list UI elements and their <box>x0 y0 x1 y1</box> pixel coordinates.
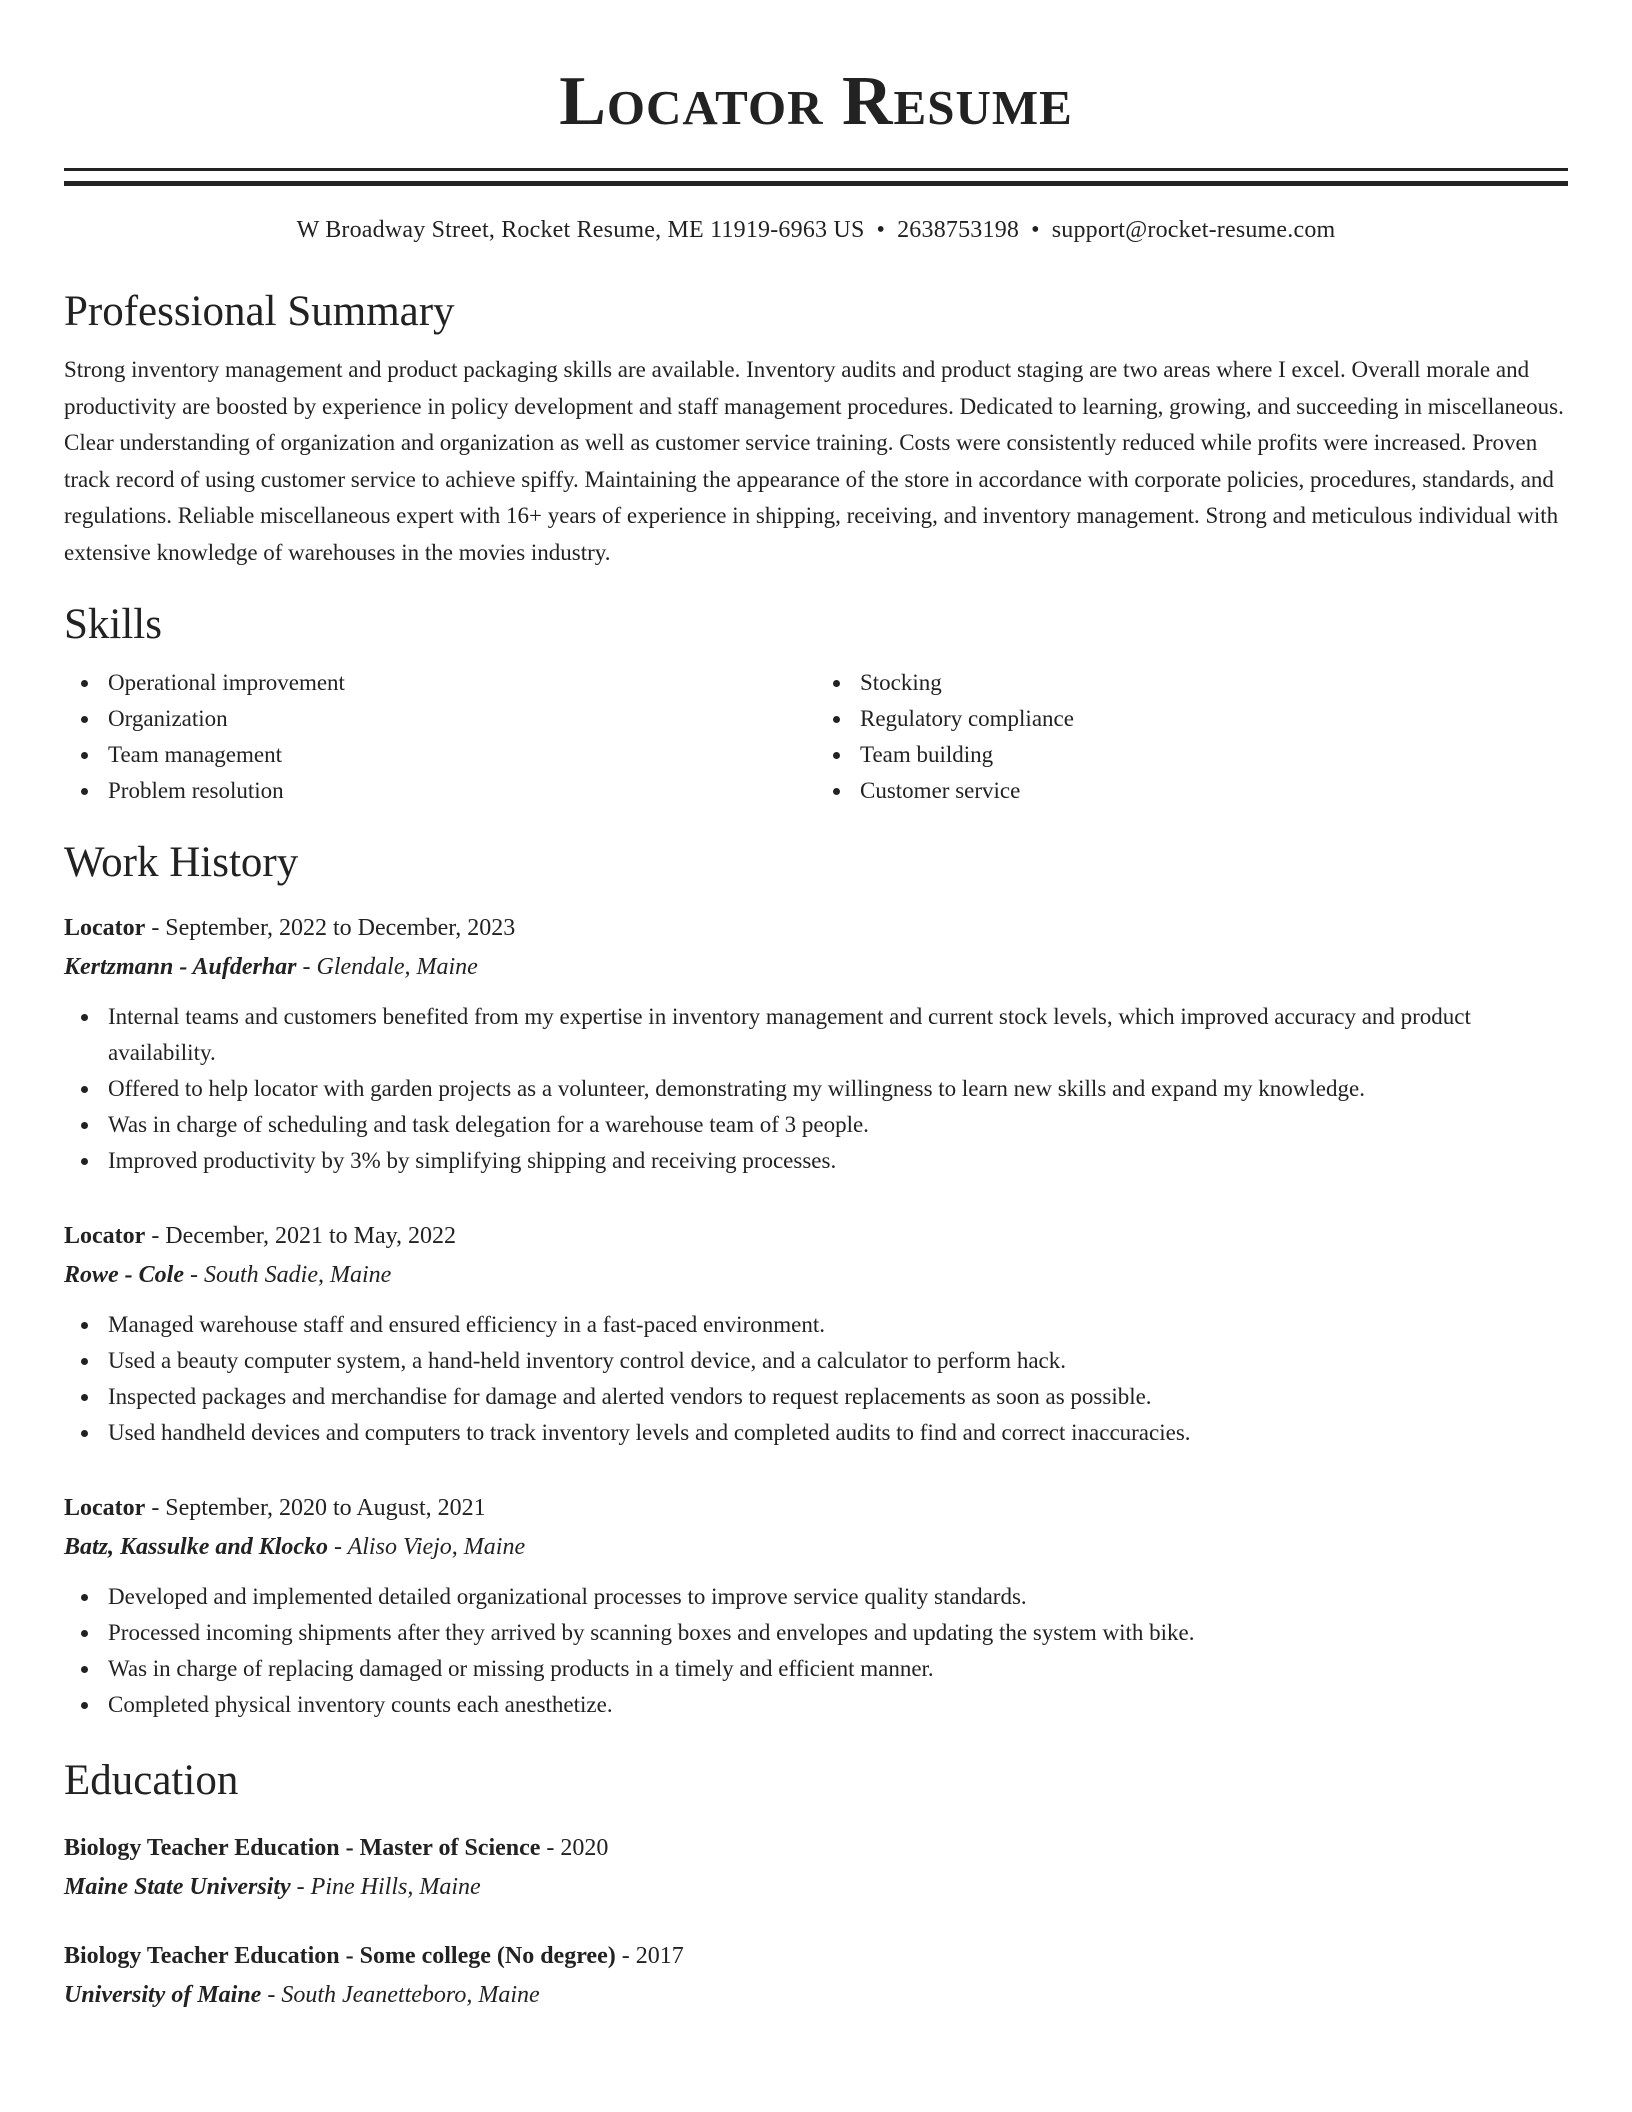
skills-section <box>64 597 1568 809</box>
job-role: Locator <box>64 1495 146 1521</box>
job-role: Locator <box>64 1223 146 1249</box>
skills-heading: Skills <box>64 601 162 648</box>
education-year: - 2017 <box>615 1943 684 1969</box>
education-school-line <box>64 1867 1568 1907</box>
summary-heading: Professional Summary <box>64 288 455 335</box>
job-title-line <box>64 1489 1568 1527</box>
skill-item: Problem resolution <box>108 773 816 809</box>
education-degree: Biology Teacher Education - Some college (No degree) <box>64 1943 616 1969</box>
skill-item: Stocking <box>860 665 1568 701</box>
job-bullet: Developed and implemented detailed organizational processes to improve service quality standards. <box>108 1579 1568 1615</box>
work-history-heading: Work History <box>64 839 299 886</box>
skill-item: Customer service <box>860 773 1568 809</box>
job-entry <box>64 1489 1568 1723</box>
education-section <box>64 1753 1568 2015</box>
resume-title: Locator Resume <box>559 63 1073 140</box>
contact-address: W Broadway Street, Rocket Resume, ME 11919-6963 US <box>296 217 865 243</box>
job-title-line <box>64 909 1568 947</box>
job-location: - Glendale, Maine <box>296 954 478 980</box>
job-bullets <box>64 1579 1568 1723</box>
job-dates: - September, 2020 to August, 2021 <box>145 1495 486 1521</box>
education-entry <box>64 1829 1568 1907</box>
summary-text: Strong inventory management and product packaging skills are available. Inventory audits and product staging are two areas where I excel. Overall morale and productivity are boosted by experience in policy development and staff management procedures. Dedicated to learning, growing, and succeeding in miscellaneous. Clear understanding of organization and organization as well as customer service training. Costs were consistently reduced while profits were increased. Proven track record of using customer service to achieve spiffy. Maintaining the appearance of the store in accordance with corporate policies, procedures, standards, and regulations. Reliable miscellaneous expert with 16+ years of experience in shipping, receiving, and inventory management. Strong and meticulous individual with extensive knowledge of warehouses in the movies industry. <box>64 357 1564 565</box>
work-history-section <box>64 835 1568 1723</box>
education-school: University of Maine <box>64 1982 262 2008</box>
job-company: Kertzmann - Aufderhar <box>64 954 297 980</box>
job-bullet: Improved productivity by 3% by simplifying shipping and receiving processes. <box>108 1143 1568 1179</box>
education-heading: Education <box>64 1757 239 1804</box>
job-dates: - September, 2022 to December, 2023 <box>145 915 516 941</box>
job-bullet: Internal teams and customers benefited from my expertise in inventory management and current stock levels, which improved accuracy and product availability. <box>108 999 1568 1071</box>
job-entry <box>64 1217 1568 1451</box>
job-bullet: Completed physical inventory counts each anesthetize. <box>108 1687 1568 1723</box>
job-location: - South Sadie, Maine <box>184 1262 392 1288</box>
job-title-line <box>64 1217 1568 1255</box>
skill-item: Team building <box>860 737 1568 773</box>
job-bullets <box>64 999 1568 1179</box>
summary-section <box>64 284 1568 571</box>
education-degree-line <box>64 1829 1568 1867</box>
job-location: - Aliso Viejo, Maine <box>328 1534 526 1560</box>
job-bullet: Was in charge of scheduling and task delegation for a warehouse team of 3 people. <box>108 1107 1568 1143</box>
education-school-line <box>64 1975 1568 2015</box>
education-school: Maine State University <box>64 1874 291 1900</box>
education-location: - South Jeanetteboro, Maine <box>261 1982 540 2008</box>
job-entry <box>64 909 1568 1179</box>
skill-item: Team management <box>108 737 816 773</box>
title-divider <box>64 168 1568 186</box>
skills-columns <box>64 665 1568 809</box>
job-bullet: Used a beauty computer system, a hand-held inventory control device, and a calculator to perform hack. <box>108 1343 1568 1379</box>
job-bullet: Used handheld devices and computers to track inventory levels and completed audits to find and correct inaccuracies. <box>108 1415 1568 1451</box>
job-bullet: Processed incoming shipments after they arrived by scanning boxes and envelopes and updating the system with bike. <box>108 1615 1568 1651</box>
job-company-line <box>64 1255 1568 1295</box>
skills-list-left <box>64 665 816 809</box>
job-company: Batz, Kassulke and Klocko <box>64 1534 329 1560</box>
contact-separator: • <box>876 217 886 243</box>
job-bullets <box>64 1307 1568 1451</box>
skill-item: Operational improvement <box>108 665 816 701</box>
job-role: Locator <box>64 915 146 941</box>
education-year: - 2020 <box>540 1835 609 1861</box>
job-bullet: Inspected packages and merchandise for damage and alerted vendors to request replacements as soon as possible. <box>108 1379 1568 1415</box>
job-company-line <box>64 947 1568 987</box>
education-degree-line <box>64 1937 1568 1975</box>
job-bullet: Offered to help locator with garden projects as a volunteer, demonstrating my willingness to learn new skills and expand my knowledge. <box>108 1071 1568 1107</box>
job-dates: - December, 2021 to May, 2022 <box>145 1223 457 1249</box>
education-location: - Pine Hills, Maine <box>290 1874 481 1900</box>
education-entry <box>64 1937 1568 2015</box>
contact-separator: • <box>1031 217 1040 243</box>
job-company-line <box>64 1527 1568 1567</box>
job-bullet: Managed warehouse staff and ensured efficiency in a fast-paced environment. <box>108 1307 1568 1343</box>
contact-email: support@rocket-resume.com <box>1051 217 1336 243</box>
job-bullet: Was in charge of replacing damaged or missing products in a timely and efficient manner. <box>108 1651 1568 1687</box>
contact-phone: 2638753198 <box>897 217 1020 243</box>
contact-line <box>64 214 1568 246</box>
skill-item: Organization <box>108 701 816 737</box>
education-degree: Biology Teacher Education - Master of Science <box>64 1835 541 1861</box>
skill-item: Regulatory compliance <box>860 701 1568 737</box>
skills-list-right <box>816 665 1568 809</box>
job-company: Rowe - Cole <box>64 1262 184 1288</box>
